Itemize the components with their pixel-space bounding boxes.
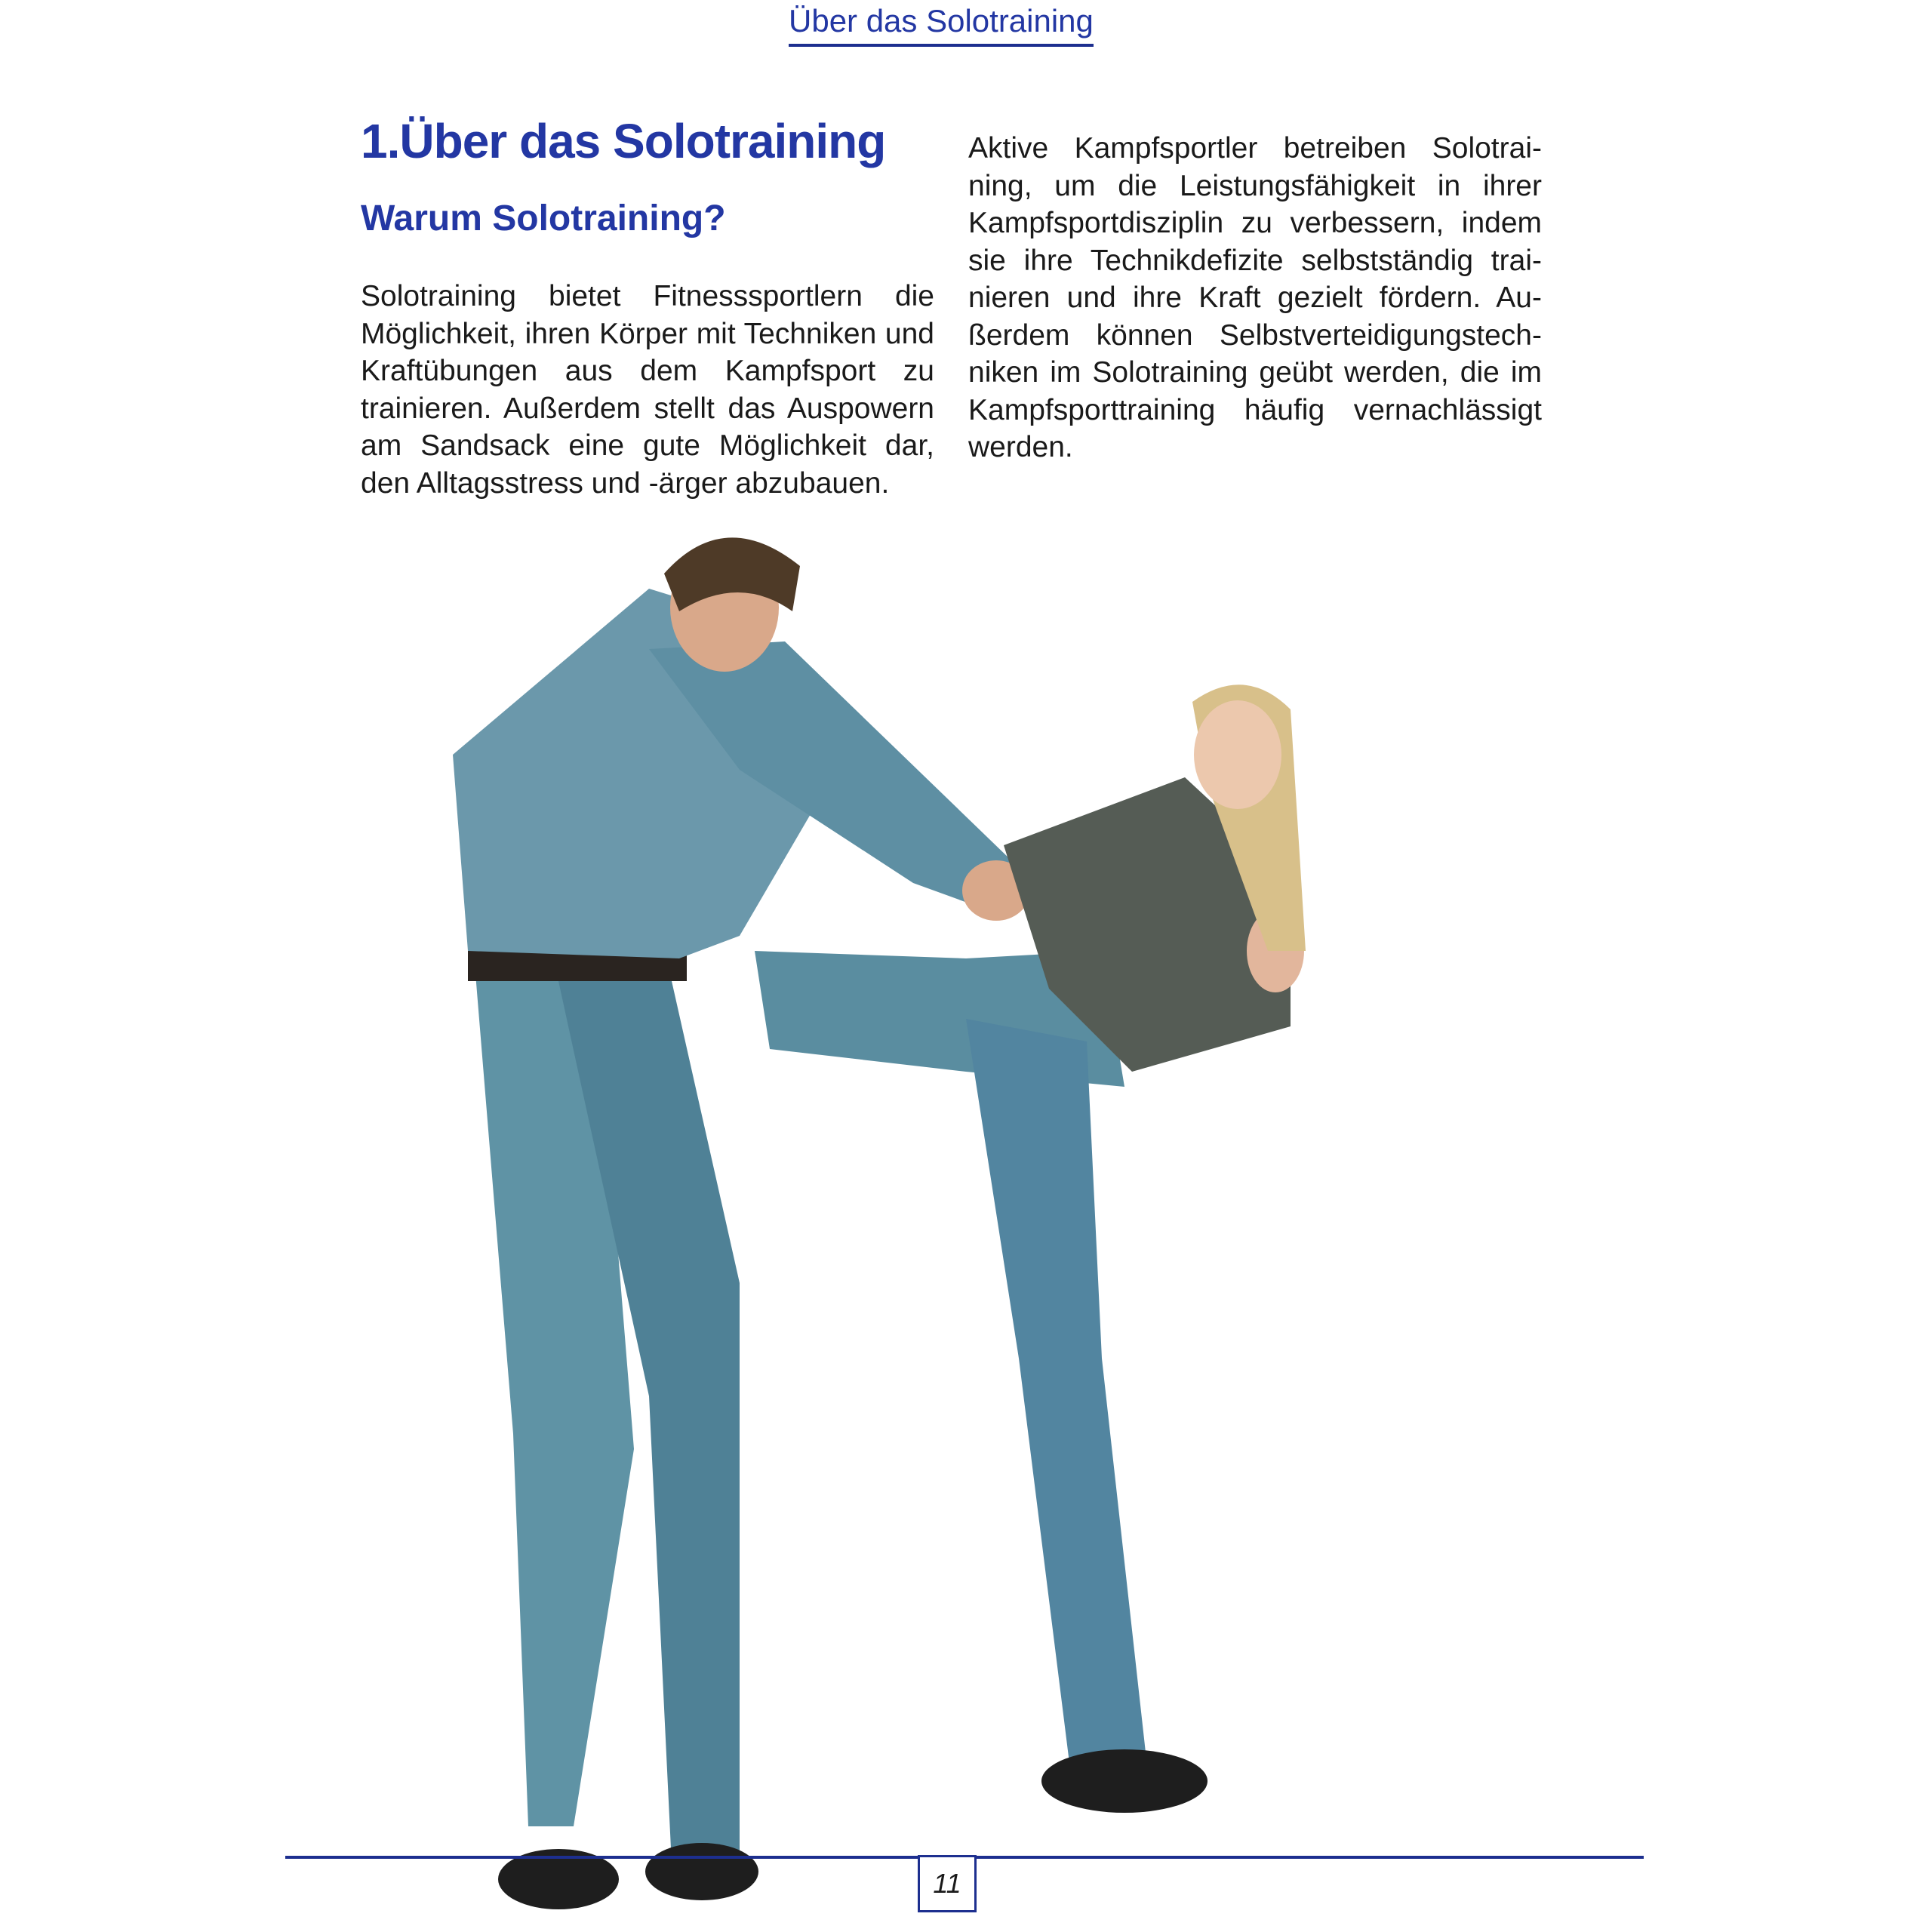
running-header: Über das Solotraining [789, 0, 1094, 47]
page-number: 11 [918, 1855, 977, 1912]
self-defense-photo [423, 528, 1555, 1932]
paragraph-left: Solotraining bietet Fitnesssportlern die Möglichkeit, ihren Körper mit Techniken und Kraftübungen aus dem Kampfsport zu trainieren. Außerdem stellt das Auspowern am Sandsack eine gute Möglichkeit dar, den Alltagsstress und -ärger abzubauen. [361, 280, 934, 500]
section-title: Warum Solotraining? [361, 198, 726, 238]
woman-figure [755, 685, 1306, 1813]
chapter-title: 1.Über das Solotraining [361, 114, 886, 168]
man-figure [453, 537, 1030, 1909]
paragraph-right: Aktive Kampfsportler betreiben Solotraining, um die Leistungsfähigkeit in ihrer Kampfsportdisziplin zu verbessern, indem sie ihre Technikdefizite selbstständig trainieren und ihre Kraft gezielt fördern. Außerdem können Selbstverteidigungstechniken im Solotraining geübt werden, die im Kampfsporttraining häufig vernachlässigt werden. [968, 132, 1542, 463]
